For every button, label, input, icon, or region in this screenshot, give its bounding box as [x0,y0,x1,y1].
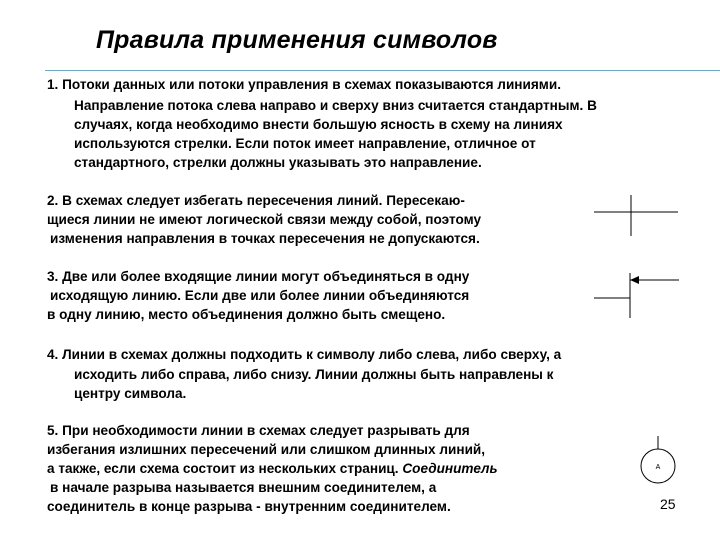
rule-1-line-1: 1. Потоки данных или потоки управления в схемах показываются линиями. [47,77,561,92]
rule-3-line-2: исходящую линию. Если две или более линии объединяются [50,288,470,303]
rule-2-line-1: 2. В схемах следует избегать пересечения линий. Пересекаю- [47,193,465,208]
slide-title: Правила применения символов [96,26,498,54]
rule-3-line-1: 3. Две или более входящие линии могут объединяться в одну [47,269,470,284]
rule-3-line-3: в одну линию, место объединения должно быть смещено. [47,307,446,322]
rule-4-line-2: исходить либо справа, либо снизу. Линии должны быть направлены к [74,367,554,382]
rule-1-line-3: случаях, когда необходимо внести большую ясность в схему на линиях [74,117,563,132]
rule-1-line-2: Направление потока слева направо и сверху вниз считается стандартным. В [74,98,597,113]
rule-5-line-2: избегания излишних пересечений или слишком длинных линий, [47,442,486,457]
rule-4-line-1: 4. Линии в схемах должны подходить к символу либо слева, либо сверху, а [47,347,562,362]
rule-5-line-3-text: а также, если схема состоит из нескольких страниц. [47,461,399,476]
merging-lines-diagram [590,268,684,324]
title-underline [45,70,720,71]
rule-4-line-3: центру символа. [74,386,187,401]
rule-5-line-5: соединитель в конце разрыва - внутренним соединителем. [47,499,451,514]
rule-1-line-4: используются стрелки. Если поток имеет направление, отличное от [74,136,536,151]
rule-1-line-5: стандартного, стрелки должны указывать это направление. [74,155,482,170]
page-number: 25 [660,496,676,512]
connector-diagram [636,436,686,486]
rule-5-line-3 [47,460,498,478]
arrowhead-icon [630,276,639,284]
rule-2-line-2: щиеся линии не имеют логической связи между собой, поэтому [47,212,482,227]
connector-label: A [655,464,661,471]
crossing-lines-diagram [590,192,682,240]
connector-term: Соединитель [402,461,498,476]
rule-5-line-4: в начале разрыва называется внешним соединителем, а [50,480,437,495]
rule-2-line-3: изменения направления в точках пересечения не допускаются. [50,231,480,246]
rule-5-line-1: 5. При необходимости линии в схемах следует разрывать для [47,423,470,438]
